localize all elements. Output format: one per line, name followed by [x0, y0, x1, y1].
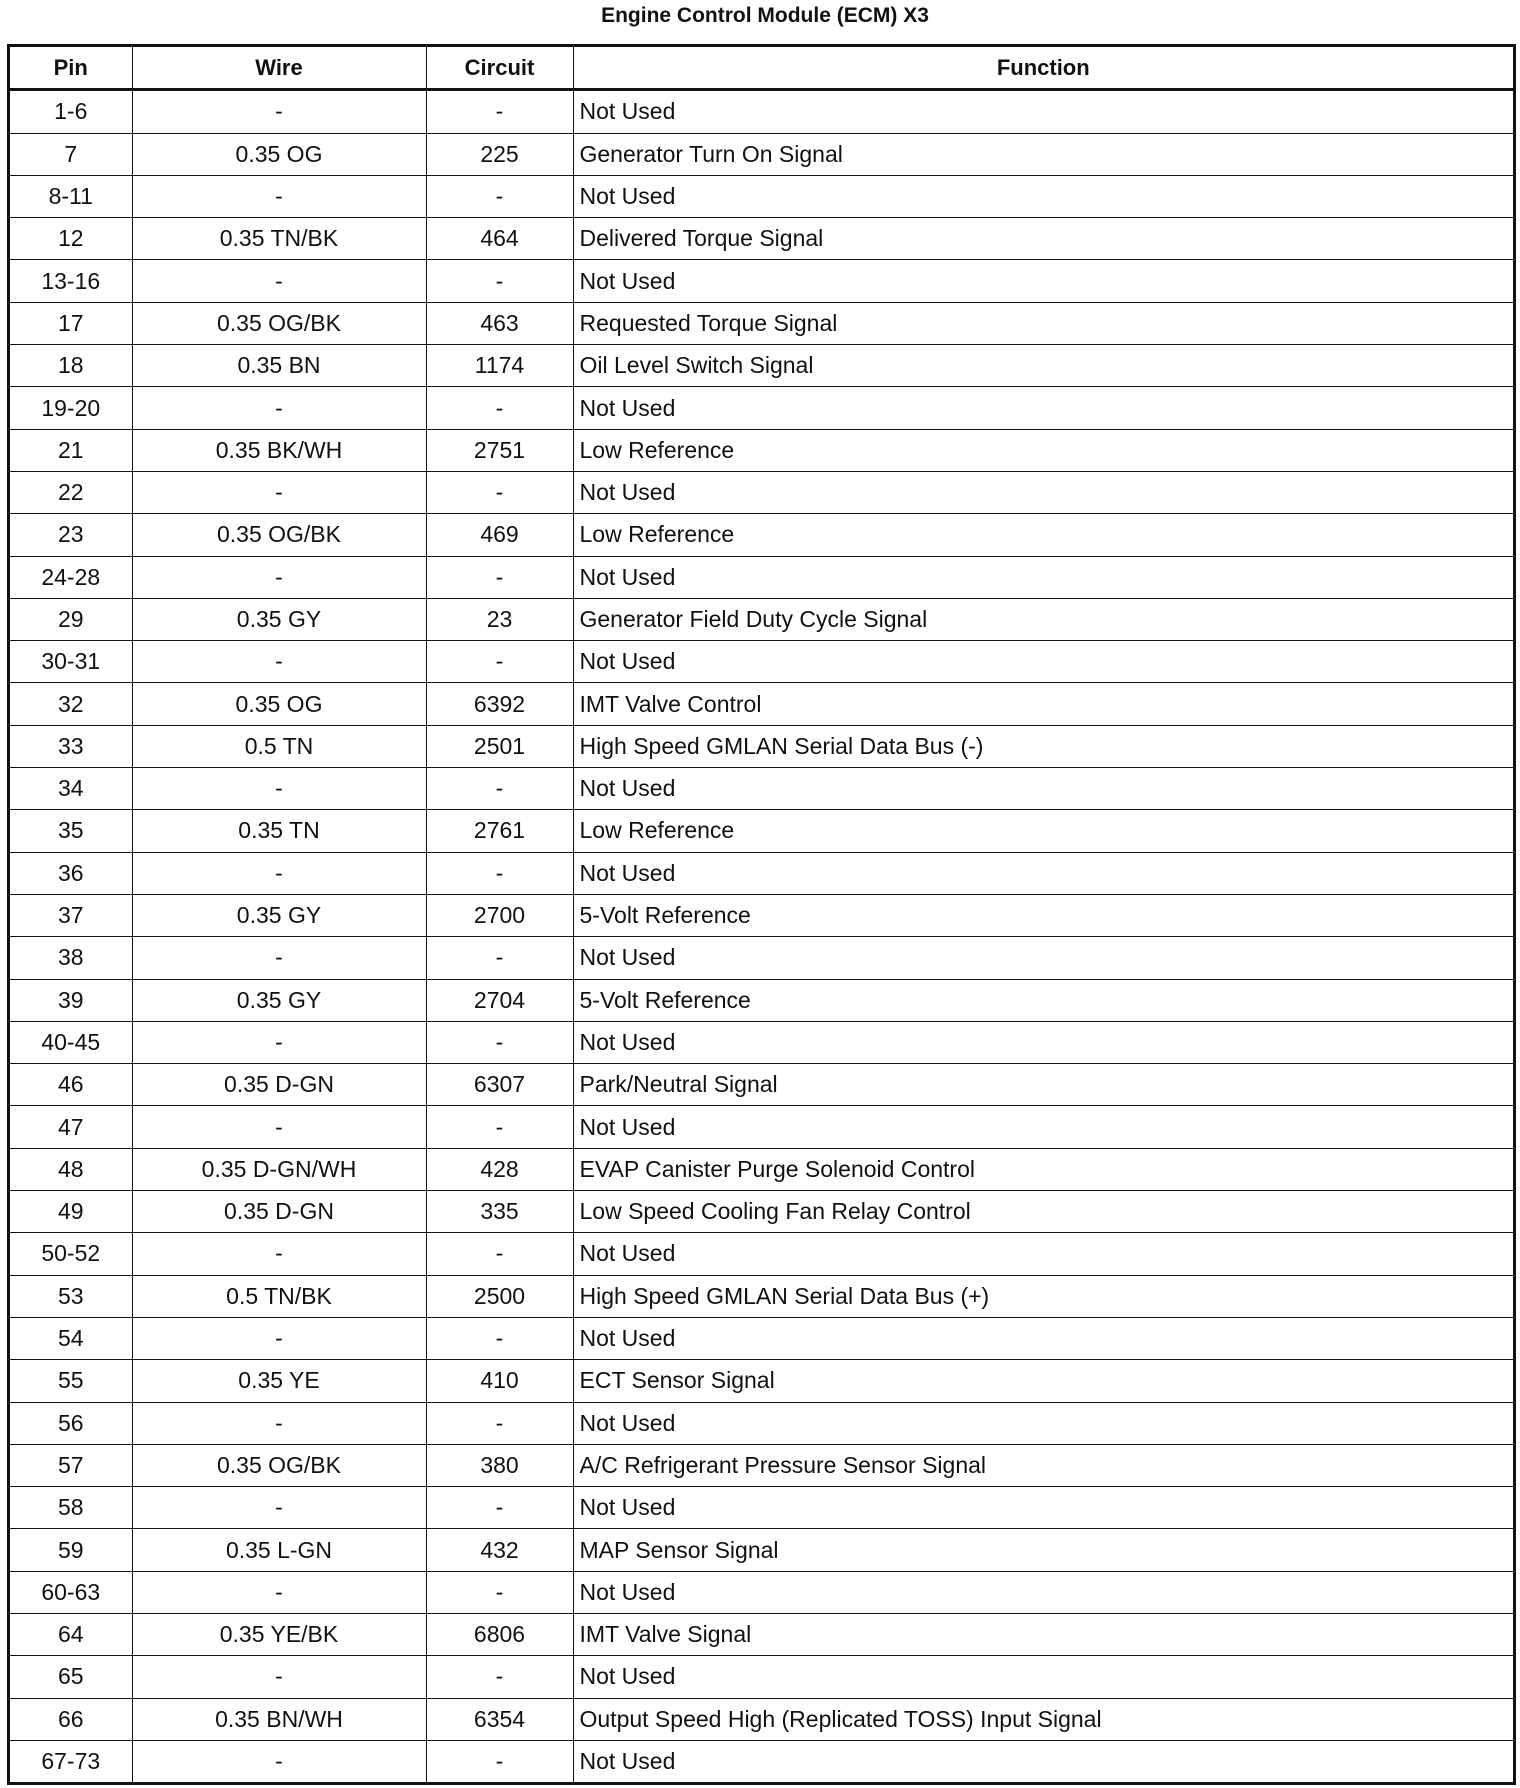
cell-wire: -: [132, 1656, 426, 1698]
cell-wire: 0.35 OG/BK: [132, 302, 426, 344]
cell-function: Low Reference: [573, 810, 1513, 852]
table-row: [10, 1529, 1513, 1571]
cell-wire: 0.35 TN/BK: [132, 218, 426, 260]
cell-pin: 67-73: [10, 1740, 132, 1782]
table-row: [10, 725, 1513, 767]
cell-wire: 0.35 GY: [132, 598, 426, 640]
cell-circuit: -: [426, 90, 573, 133]
cell-pin: 38: [10, 937, 132, 979]
cell-pin: 36: [10, 852, 132, 894]
cell-function: Low Reference: [573, 514, 1513, 556]
cell-circuit: -: [426, 852, 573, 894]
cell-function: Delivered Torque Signal: [573, 218, 1513, 260]
cell-pin: 37: [10, 894, 132, 936]
table-row: [10, 1317, 1513, 1359]
cell-function: Not Used: [573, 471, 1513, 513]
cell-function: 5-Volt Reference: [573, 979, 1513, 1021]
cell-pin: 8-11: [10, 175, 132, 217]
cell-function: IMT Valve Control: [573, 683, 1513, 725]
cell-pin: 22: [10, 471, 132, 513]
connector-pinout-table: [10, 47, 1513, 1782]
cell-circuit: 469: [426, 514, 573, 556]
cell-function: Not Used: [573, 556, 1513, 598]
table-row: [10, 1106, 1513, 1148]
cell-pin: 33: [10, 725, 132, 767]
cell-pin: 66: [10, 1698, 132, 1740]
cell-function: A/C Refrigerant Pressure Sensor Signal: [573, 1444, 1513, 1486]
cell-wire: -: [132, 387, 426, 429]
cell-function: Not Used: [573, 1233, 1513, 1275]
cell-function: Not Used: [573, 175, 1513, 217]
table-row: [10, 598, 1513, 640]
cell-wire: -: [132, 937, 426, 979]
column-header-wire: Wire: [132, 47, 426, 90]
cell-pin: 30-31: [10, 641, 132, 683]
cell-circuit: 2751: [426, 429, 573, 471]
cell-wire: 0.35 BK/WH: [132, 429, 426, 471]
cell-wire: -: [132, 852, 426, 894]
cell-pin: 24-28: [10, 556, 132, 598]
connector-table-frame: [7, 44, 1516, 1785]
cell-wire: 0.35 OG/BK: [132, 514, 426, 556]
cell-wire: 0.35 D-GN/WH: [132, 1148, 426, 1190]
cell-wire: 0.35 OG: [132, 133, 426, 175]
column-header-pin: Pin: [10, 47, 132, 90]
table-row: [10, 894, 1513, 936]
cell-circuit: 23: [426, 598, 573, 640]
cell-pin: 29: [10, 598, 132, 640]
table-row: [10, 218, 1513, 260]
table-header-row: [10, 47, 1513, 90]
cell-function: High Speed GMLAN Serial Data Bus (+): [573, 1275, 1513, 1317]
table-row: [10, 1360, 1513, 1402]
cell-circuit: 225: [426, 133, 573, 175]
cell-pin: 57: [10, 1444, 132, 1486]
cell-function: High Speed GMLAN Serial Data Bus (-): [573, 725, 1513, 767]
cell-function: Generator Turn On Signal: [573, 133, 1513, 175]
cell-pin: 21: [10, 429, 132, 471]
cell-circuit: -: [426, 1656, 573, 1698]
table-row: [10, 979, 1513, 1021]
cell-circuit: 463: [426, 302, 573, 344]
cell-wire: 0.35 YE/BK: [132, 1613, 426, 1655]
cell-function: 5-Volt Reference: [573, 894, 1513, 936]
cell-function: Not Used: [573, 1487, 1513, 1529]
cell-circuit: 1174: [426, 345, 573, 387]
cell-wire: 0.35 BN/WH: [132, 1698, 426, 1740]
cell-wire: 0.35 GY: [132, 894, 426, 936]
cell-circuit: -: [426, 1317, 573, 1359]
cell-wire: -: [132, 1487, 426, 1529]
cell-circuit: 2500: [426, 1275, 573, 1317]
cell-circuit: 410: [426, 1360, 573, 1402]
cell-pin: 35: [10, 810, 132, 852]
cell-circuit: 335: [426, 1191, 573, 1233]
table-row: [10, 852, 1513, 894]
table-row: [10, 302, 1513, 344]
cell-pin: 53: [10, 1275, 132, 1317]
table-row: [10, 1656, 1513, 1698]
cell-circuit: 6307: [426, 1064, 573, 1106]
cell-function: Not Used: [573, 937, 1513, 979]
page-title: Engine Control Module (ECM) X3: [601, 4, 929, 27]
cell-wire: -: [132, 1740, 426, 1782]
table-row: [10, 1740, 1513, 1782]
cell-pin: 55: [10, 1360, 132, 1402]
cell-circuit: -: [426, 641, 573, 683]
cell-circuit: 432: [426, 1529, 573, 1571]
cell-circuit: -: [426, 1233, 573, 1275]
table-row: [10, 1487, 1513, 1529]
cell-circuit: -: [426, 1487, 573, 1529]
cell-wire: -: [132, 471, 426, 513]
cell-pin: 65: [10, 1656, 132, 1698]
cell-pin: 39: [10, 979, 132, 1021]
cell-pin: 18: [10, 345, 132, 387]
table-row: [10, 1444, 1513, 1486]
table-row: [10, 1275, 1513, 1317]
cell-pin: 40-45: [10, 1021, 132, 1063]
table-row: [10, 429, 1513, 471]
cell-function: MAP Sensor Signal: [573, 1529, 1513, 1571]
table-row: [10, 641, 1513, 683]
cell-circuit: -: [426, 471, 573, 513]
cell-wire: -: [132, 175, 426, 217]
cell-pin: 50-52: [10, 1233, 132, 1275]
table-row: [10, 175, 1513, 217]
cell-circuit: -: [426, 768, 573, 810]
cell-circuit: 428: [426, 1148, 573, 1190]
table-row: [10, 260, 1513, 302]
cell-wire: 0.35 OG: [132, 683, 426, 725]
table-row: [10, 1191, 1513, 1233]
cell-function: Not Used: [573, 90, 1513, 133]
table-row: [10, 1064, 1513, 1106]
cell-function: IMT Valve Signal: [573, 1613, 1513, 1655]
cell-pin: 59: [10, 1529, 132, 1571]
cell-wire: 0.35 BN: [132, 345, 426, 387]
table-row: [10, 1613, 1513, 1655]
cell-function: EVAP Canister Purge Solenoid Control: [573, 1148, 1513, 1190]
cell-function: Not Used: [573, 1740, 1513, 1782]
cell-circuit: -: [426, 1106, 573, 1148]
cell-wire: -: [132, 90, 426, 133]
cell-pin: 46: [10, 1064, 132, 1106]
cell-pin: 1-6: [10, 90, 132, 133]
cell-pin: 58: [10, 1487, 132, 1529]
cell-function: Not Used: [573, 1402, 1513, 1444]
cell-pin: 47: [10, 1106, 132, 1148]
cell-circuit: -: [426, 260, 573, 302]
cell-pin: 17: [10, 302, 132, 344]
cell-circuit: -: [426, 1740, 573, 1782]
cell-function: Not Used: [573, 641, 1513, 683]
cell-function: Not Used: [573, 852, 1513, 894]
cell-circuit: 2501: [426, 725, 573, 767]
table-row: [10, 345, 1513, 387]
cell-circuit: 2761: [426, 810, 573, 852]
cell-circuit: 6806: [426, 1613, 573, 1655]
cell-pin: 64: [10, 1613, 132, 1655]
table-row: [10, 387, 1513, 429]
cell-circuit: 2704: [426, 979, 573, 1021]
cell-function: Output Speed High (Replicated TOSS) Input Signal: [573, 1698, 1513, 1740]
cell-circuit: -: [426, 1571, 573, 1613]
cell-circuit: 6354: [426, 1698, 573, 1740]
cell-pin: 7: [10, 133, 132, 175]
cell-function: Park/Neutral Signal: [573, 1064, 1513, 1106]
cell-function: Not Used: [573, 1021, 1513, 1063]
table-row: [10, 1021, 1513, 1063]
cell-circuit: -: [426, 1402, 573, 1444]
cell-pin: 56: [10, 1402, 132, 1444]
cell-wire: 0.35 L-GN: [132, 1529, 426, 1571]
column-header-function: Function: [573, 47, 1513, 90]
cell-pin: 54: [10, 1317, 132, 1359]
cell-pin: 12: [10, 218, 132, 260]
cell-function: Low Speed Cooling Fan Relay Control: [573, 1191, 1513, 1233]
cell-wire: 0.35 OG/BK: [132, 1444, 426, 1486]
cell-pin: 49: [10, 1191, 132, 1233]
table-row: [10, 1698, 1513, 1740]
cell-wire: -: [132, 1402, 426, 1444]
cell-pin: 32: [10, 683, 132, 725]
cell-circuit: 6392: [426, 683, 573, 725]
table-row: [10, 810, 1513, 852]
cell-circuit: -: [426, 556, 573, 598]
table-row: [10, 1148, 1513, 1190]
cell-wire: 0.5 TN: [132, 725, 426, 767]
cell-wire: 0.5 TN/BK: [132, 1275, 426, 1317]
table-row: [10, 1571, 1513, 1613]
cell-wire: -: [132, 1571, 426, 1613]
cell-wire: -: [132, 1233, 426, 1275]
cell-function: Requested Torque Signal: [573, 302, 1513, 344]
cell-wire: 0.35 YE: [132, 1360, 426, 1402]
cell-circuit: -: [426, 175, 573, 217]
cell-function: Oil Level Switch Signal: [573, 345, 1513, 387]
cell-pin: 60-63: [10, 1571, 132, 1613]
cell-wire: -: [132, 260, 426, 302]
cell-wire: -: [132, 556, 426, 598]
cell-function: Not Used: [573, 387, 1513, 429]
cell-wire: 0.35 D-GN: [132, 1191, 426, 1233]
cell-function: Low Reference: [573, 429, 1513, 471]
column-header-circuit: Circuit: [426, 47, 573, 90]
cell-function: Generator Field Duty Cycle Signal: [573, 598, 1513, 640]
cell-function: Not Used: [573, 1571, 1513, 1613]
cell-wire: 0.35 TN: [132, 810, 426, 852]
cell-function: Not Used: [573, 1106, 1513, 1148]
cell-pin: 34: [10, 768, 132, 810]
cell-circuit: -: [426, 1021, 573, 1063]
cell-function: Not Used: [573, 260, 1513, 302]
table-row: [10, 514, 1513, 556]
cell-function: Not Used: [573, 1317, 1513, 1359]
cell-pin: 48: [10, 1148, 132, 1190]
table-row: [10, 1233, 1513, 1275]
cell-wire: -: [132, 641, 426, 683]
cell-wire: -: [132, 1106, 426, 1148]
table-row: [10, 1402, 1513, 1444]
cell-circuit: 380: [426, 1444, 573, 1486]
cell-wire: -: [132, 768, 426, 810]
cell-wire: 0.35 D-GN: [132, 1064, 426, 1106]
cell-function: ECT Sensor Signal: [573, 1360, 1513, 1402]
cell-wire: -: [132, 1021, 426, 1063]
cell-pin: 23: [10, 514, 132, 556]
cell-circuit: 464: [426, 218, 573, 260]
cell-wire: -: [132, 1317, 426, 1359]
cell-wire: 0.35 GY: [132, 979, 426, 1021]
table-row: [10, 471, 1513, 513]
table-row: [10, 937, 1513, 979]
cell-circuit: -: [426, 387, 573, 429]
cell-function: Not Used: [573, 1656, 1513, 1698]
table-row: [10, 768, 1513, 810]
table-row: [10, 683, 1513, 725]
cell-function: Not Used: [573, 768, 1513, 810]
cell-pin: 13-16: [10, 260, 132, 302]
cell-circuit: -: [426, 937, 573, 979]
cell-pin: 19-20: [10, 387, 132, 429]
cell-circuit: 2700: [426, 894, 573, 936]
table-row: [10, 556, 1513, 598]
table-row: [10, 90, 1513, 133]
table-row: [10, 133, 1513, 175]
